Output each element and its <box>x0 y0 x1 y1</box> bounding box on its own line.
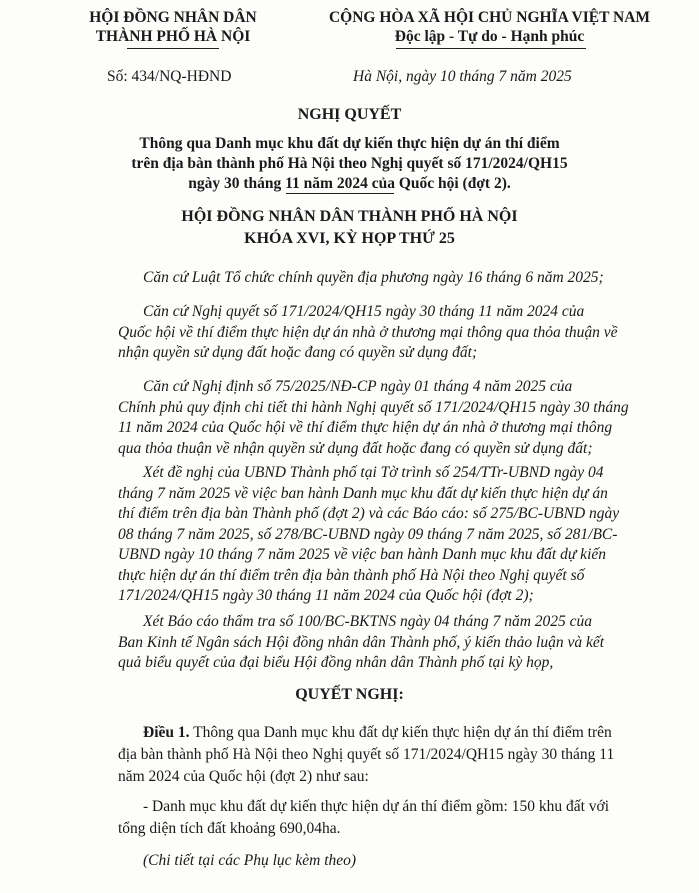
council-session: KHÓA XVI, KỲ HỌP THỨ 25 <box>244 230 455 247</box>
motto-underline <box>396 48 586 49</box>
national-motto <box>282 8 697 46</box>
subtitle-underline <box>286 193 394 194</box>
article-1 <box>118 722 678 788</box>
paragraph-line: Ban Kinh tế Ngân sách Hội đồng nhân dân Thành phố, ý kiến thảo luận và kết <box>118 633 605 651</box>
preamble-paragraph <box>118 612 678 674</box>
preamble-paragraph <box>118 268 678 289</box>
issuing-authority <box>78 8 268 46</box>
issuing-authority-line2: THÀNH PHỐ HÀ NỘI <box>95 28 251 45</box>
council-heading <box>0 206 699 250</box>
article-label: Điều 1. <box>143 724 190 741</box>
document-number: Số: 434/NQ-HĐND <box>107 68 232 85</box>
bullet-line: - Danh mục khu đất dự kiến thực hiện dự án thí điểm gồm: 150 khu đất với <box>143 798 610 815</box>
note-line: (Chi tiết tại các Phụ lục kèm theo) <box>143 852 357 869</box>
document-subtitle <box>0 134 699 194</box>
bullet-line: tổng diện tích đất khoảng 690,04ha. <box>118 820 341 837</box>
preamble-paragraph <box>118 463 678 607</box>
paragraph-line: Căn cứ Nghị định số 75/2025/NĐ-CP ngày 01 tháng 4 năm 2025 của <box>143 378 573 395</box>
country-name: CỘNG HÒA XÃ HỘI CHỦ NGHĨA VIỆT NAM <box>328 9 651 26</box>
motto: Độc lập - Tự do - Hạnh phúc <box>394 28 585 45</box>
paragraph-line: thí điểm trên địa bàn Thành phố (đợt 2) và các Báo cáo: số 275/BC-UBND ngày <box>118 505 620 522</box>
paragraph-line: 171/2024/QH15 ngày 30 tháng 11 năm 2024 của Quốc hội (đợt 2); <box>118 587 534 604</box>
place-date: Hà Nội, ngày 10 tháng 7 năm 2025 <box>353 68 572 85</box>
issuing-authority-line1: HỘI ĐỒNG NHÂN DÂN <box>89 9 257 26</box>
preamble-paragraph <box>118 377 678 459</box>
paragraph-line: tháng 7 năm 2025 về việc ban hành Danh mục khu đất dự kiến thực hiện dự án <box>118 484 608 502</box>
article-text: Thông qua Danh mục khu đất dự kiến thực hiện dự án thí điểm trên <box>189 724 612 741</box>
paragraph-line: Quốc hội về thí điểm thực hiện dự án nhà ở thương mại thông qua thỏa thuận về <box>118 323 618 341</box>
paragraph-line: Căn cứ Luật Tổ chức chính quyền địa phương ngày 16 tháng 6 năm 2025; <box>143 269 604 286</box>
article-line <box>118 722 678 744</box>
appendix-note <box>118 850 678 872</box>
paragraph-line: Chính phủ quy định chi tiết thi hành Nghị quyết số 171/2024/QH15 ngày 30 tháng <box>118 398 629 416</box>
subtitle-line: ngày 30 tháng 11 năm 2024 của Quốc hội (đợt 2). <box>188 175 511 192</box>
decision-heading: QUYẾT NGHỊ: <box>295 686 404 703</box>
paragraph-line: nhận quyền sử dụng đất hoặc đang có quyền sử dụng đất; <box>118 344 478 361</box>
article-line: năm 2024 của Quốc hội (đợt 2) như sau: <box>118 768 369 785</box>
document-title: NGHỊ QUYẾT <box>297 106 402 123</box>
subtitle-line: trên địa bàn thành phố Hà Nội theo Nghị quyết số 171/2024/QH15 <box>131 155 568 172</box>
article-line: địa bàn thành phố Hà Nội theo Nghị quyết số 171/2024/QH15 ngày 30 tháng 11 <box>118 746 615 763</box>
subtitle-line: Thông qua Danh mục khu đất dự kiến thực hiện dự án thí điểm <box>139 135 560 152</box>
paragraph-line: 08 tháng 7 năm 2025, số 278/BC-UBND ngày 09 tháng 7 năm 2025, số 281/BC- <box>118 525 618 543</box>
paragraph-line: thực hiện dự án thí điểm trên địa bàn thành phố Hà Nội theo Nghị quyết số <box>118 566 585 584</box>
article-1-bullet <box>118 796 678 840</box>
paragraph-line: Xét đề nghị của UBND Thành phố tại Tờ trình số 254/TTr-UBND ngày 04 <box>143 464 604 481</box>
authority-underline <box>127 48 219 49</box>
paragraph-line: quả biểu quyết của đại biểu Hội đồng nhân dân Thành phố tại kỳ họp, <box>118 654 554 671</box>
paragraph-line: qua thỏa thuận về nhận quyền sử dụng đất hoặc đang có quyền sử dụng đất; <box>118 439 593 457</box>
paragraph-line: Căn cứ Nghị quyết số 171/2024/QH15 ngày 30 tháng 11 năm 2024 của <box>143 303 585 320</box>
paragraph-line: UBND ngày 10 tháng 7 năm 2025 về việc ban hành Danh mục khu đất dự kiến <box>118 546 607 563</box>
paragraph-line: 11 năm 2024 của Quốc hội về thí điểm thực hiện dự án nhà ở thương mại thông <box>118 419 613 436</box>
council-name: HỘI ĐỒNG NHÂN DÂN THÀNH PHỐ HÀ NỘI <box>181 208 518 225</box>
paragraph-line: Xét Báo cáo thẩm tra số 100/BC-BKTNS ngày 04 tháng 7 năm 2025 của <box>143 613 593 630</box>
preamble-paragraph <box>118 302 678 364</box>
